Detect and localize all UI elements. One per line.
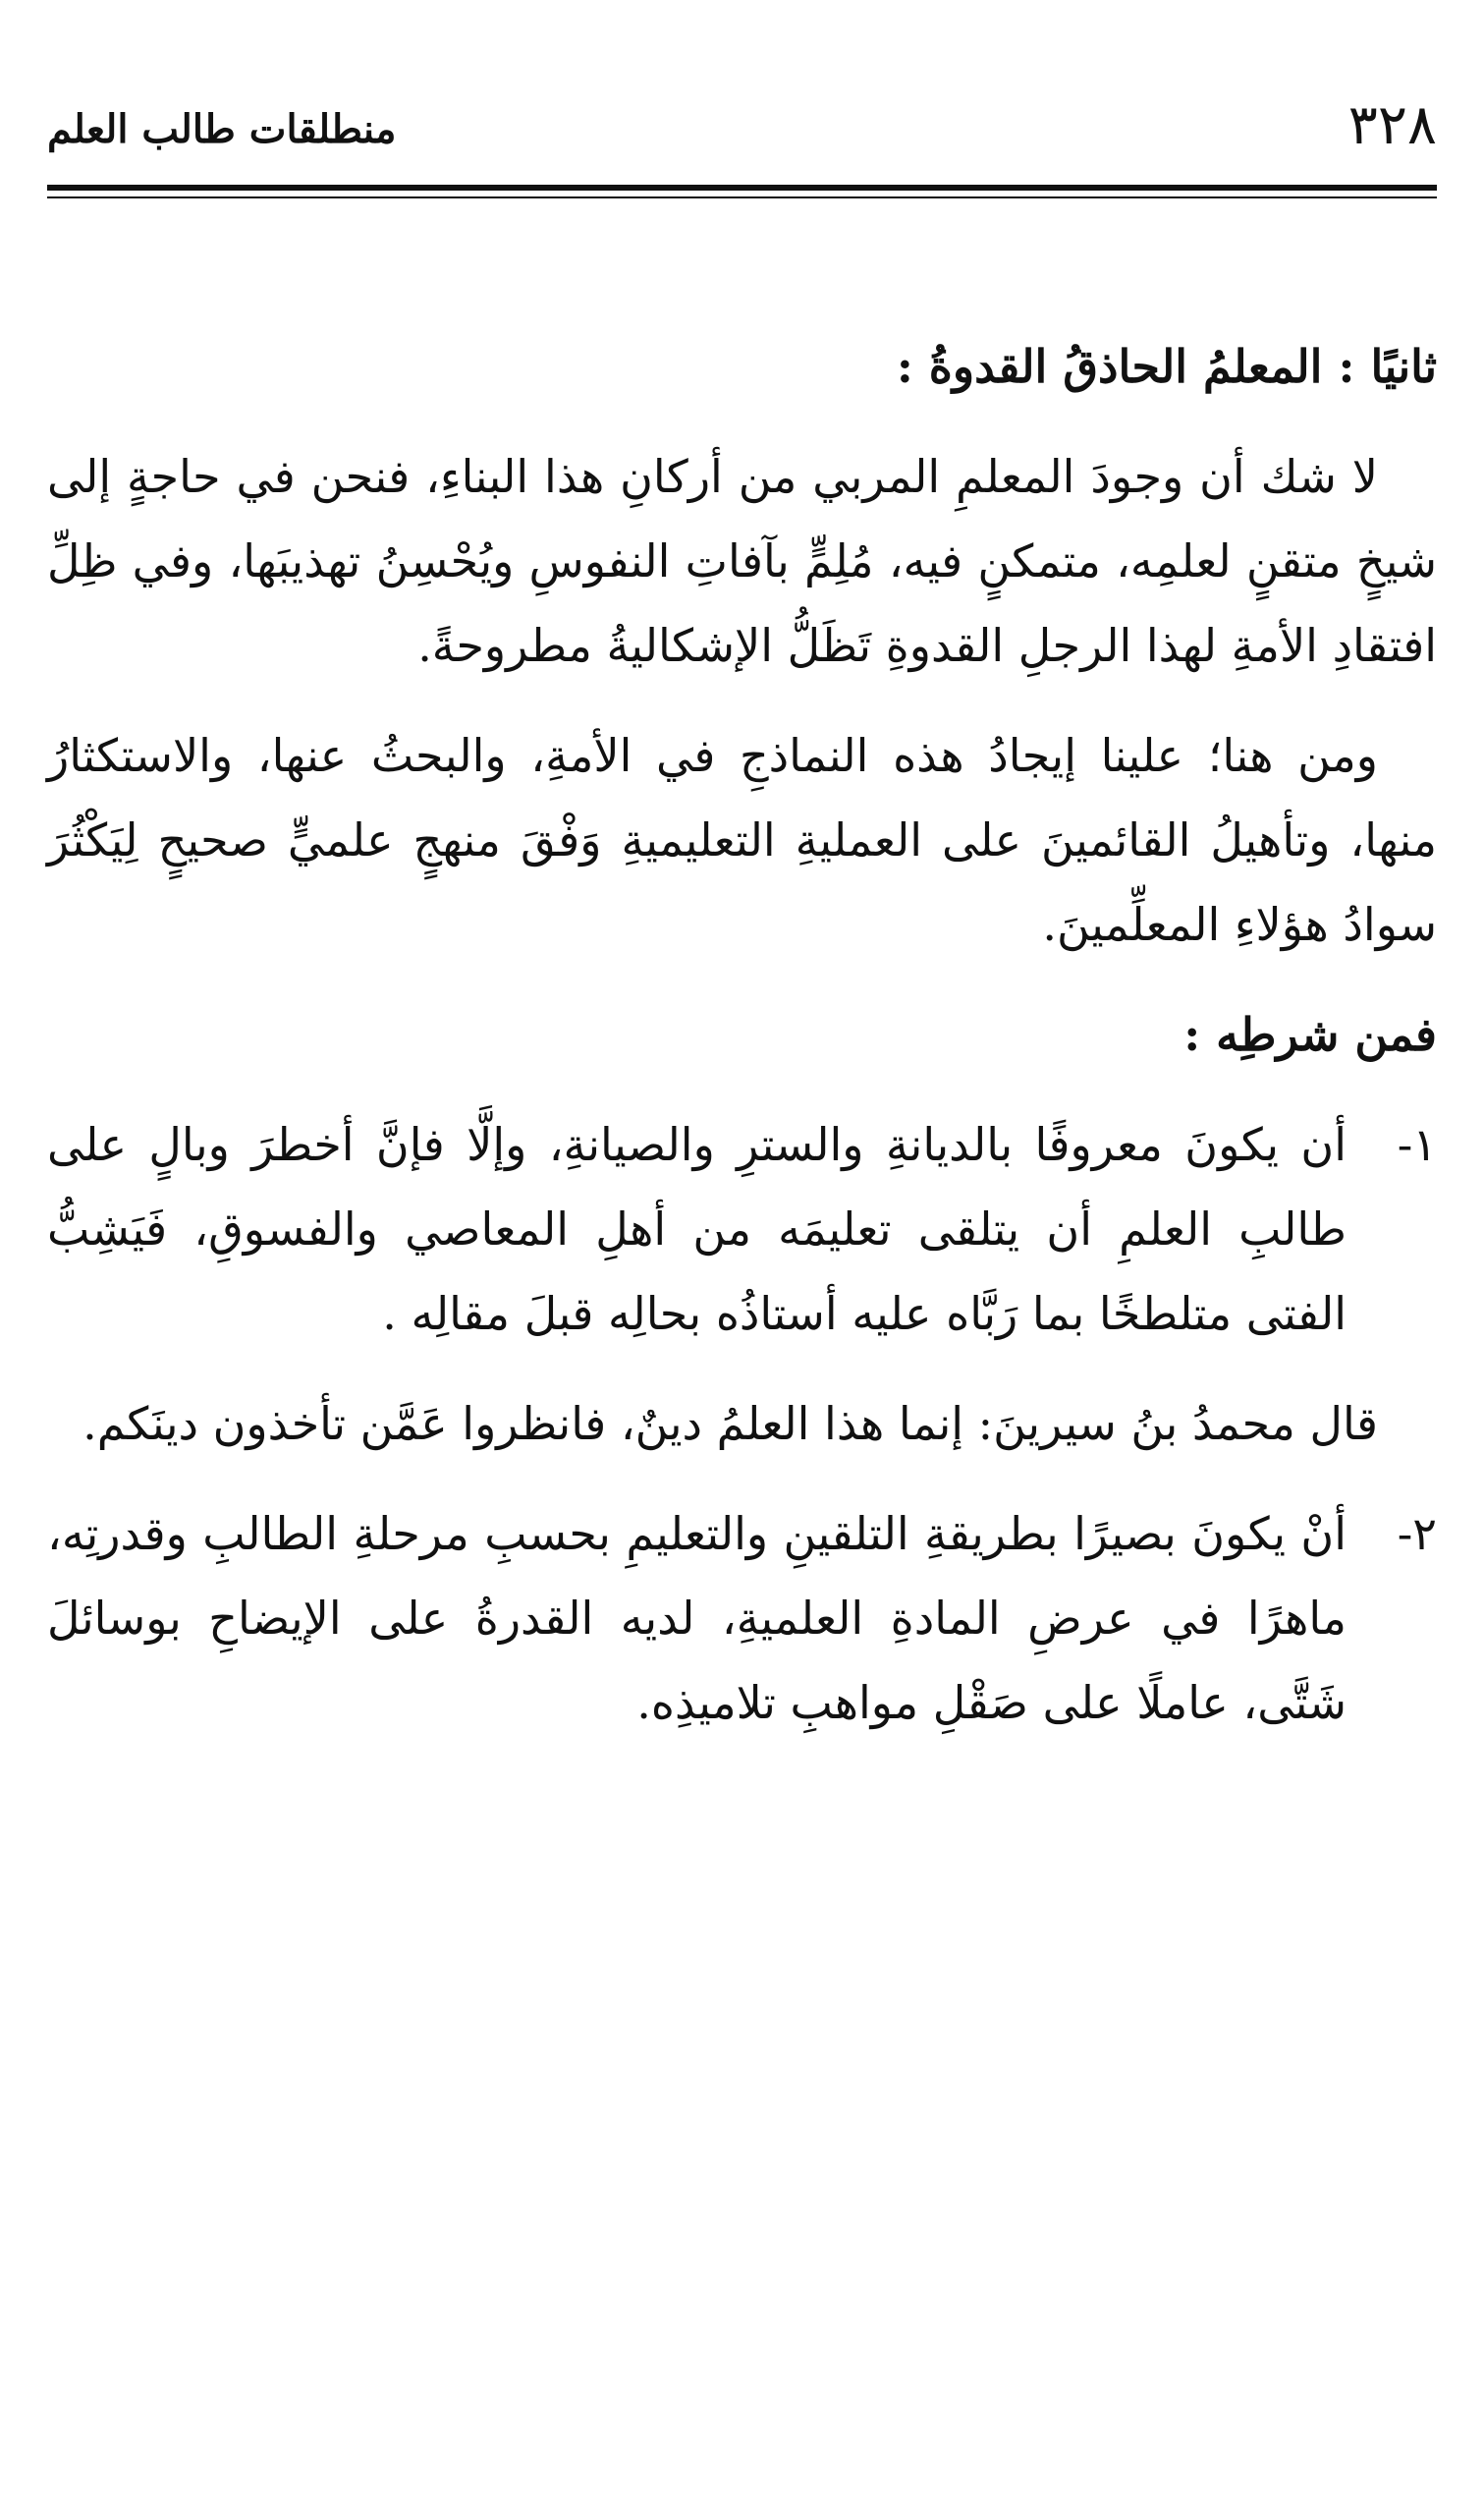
section-heading: ثانيًا : المعلمُ الحاذقُ القدوةُ : — [896, 340, 1437, 393]
page-number: ٣٢٨ — [1347, 93, 1437, 157]
header-rule-thick — [47, 185, 1437, 191]
running-title: منطلقات طالب العلم — [47, 106, 397, 152]
header-rule-thin — [47, 196, 1437, 198]
quote-ibn-sirin: قال محمدُ بنُ سيرينَ: إنما هذا العلمُ دينٌ، فانظروا عَمَّن تأخذون دينَكم. — [82, 1397, 1378, 1450]
paragraph-intro: لا شك أن وجودَ المعلمِ المربي من أركانِ هذا البناءِ، فنحن في حاجةٍ إلى شيخٍ متقنٍ لعلمِه، متمكنٍ فيه، مُلِمٍّ بآفاتِ النفوسِ ويُحْسِنُ تهذيبَها، وفي ظِلِّ افتقادِ الأمةِ لهذا الرجلِ القدوةِ تَظَلُّ الإشكاليةُ مطروحةً. — [47, 450, 1437, 672]
condition-item-1 — [47, 1102, 1437, 1356]
conditions-heading: فمن شرطِه : — [1183, 1008, 1437, 1061]
paragraph-need: ومن هنا؛ علينا إيجادُ هذه النماذجِ في الأمةِ، والبحثُ عنها، والاستكثارُ منها، وتأهيلُ القائمينَ على العمليةِ التعليميةِ وَفْقَ منهجٍ علميٍّ صحيحٍ لِيَكْثُرَ سوادُ هؤلاءِ المعلِّمينَ. — [47, 729, 1437, 951]
condition-text-2: أنْ يكونَ بصيرًا بطريقةِ التلقينِ والتعليمِ بحسبِ مرحلةِ الطالبِ وقدرتِه، ماهرًا في عرضِ المادةِ العلميةِ، لديه القدرةُ على الإيضاحِ بوسائلَ شَتَّى، عاملًا على صَقْلِ مواهبِ تلاميذِه. — [47, 1507, 1347, 1729]
condition-text-1: أن يكونَ معروفًا بالديانةِ والسترِ والصيانةِ، وإلَّا فإنَّ أخطرَ وبالٍ على طالبِ العلمِ أن يتلقى تعليمَه من أهلِ المعاصي والفسوقِ، فَيَشِبُّ الفتى متلطخًا بما رَبَّاه عليه أستاذُه بحالِه قبلَ مقالِه . — [47, 1118, 1347, 1340]
page-header — [47, 90, 1437, 169]
condition-number-2: ٢- — [1397, 1507, 1437, 1560]
condition-item-2 — [47, 1491, 1437, 1745]
condition-number-1: ١- — [1397, 1118, 1437, 1171]
page-content — [47, 324, 1437, 1770]
